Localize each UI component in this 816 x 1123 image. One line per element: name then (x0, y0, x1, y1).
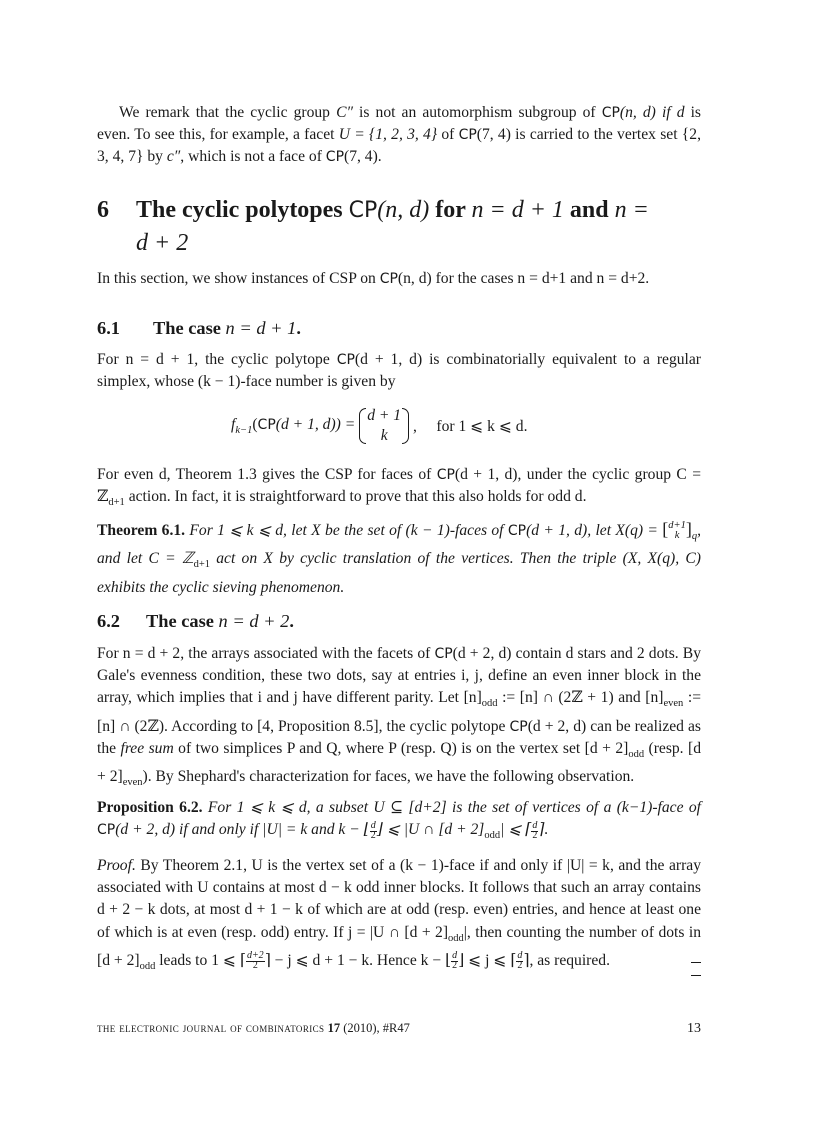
cp-symbol: CP (97, 822, 116, 839)
title-part: The cyclic polytopes (136, 197, 349, 223)
math-expression: U = {1, 2, 3, 4} (338, 126, 438, 144)
cp-symbol: CP (379, 271, 398, 287)
intro-paragraph (97, 102, 701, 169)
cp-symbol: CP (336, 352, 355, 368)
binom-top: d + 1 (367, 407, 402, 424)
text: of two simplices P and Q, where P (resp. Q) is on the vertex set [d + 2] (173, 739, 629, 757)
section-title: The case (146, 611, 219, 631)
binomial-coefficient (359, 406, 409, 446)
intro-text: (7, 4). (344, 148, 382, 166)
text: For n = d + 1, the cyclic polytope (97, 351, 337, 368)
section-6-1-paragraph-1 (97, 349, 701, 393)
proposition-text: | ⩽ ⌈ (500, 821, 532, 839)
math-symbol: c″ (166, 148, 181, 166)
title-part: for (429, 197, 472, 223)
text: By Theorem 2.1, U is the vertex set of a (k − 1)-face if and only if |U| = k, and the array associated with U contains at most d − k odd inner blocks. It follows that such an array contains d + 2 − k dots, at most d + 1 − k of which are at odd (resp. even) entries, and hence at least one of which is at even (resp. odd) entry. If j = |U ∩ [d + 2] (97, 857, 701, 941)
text: For n = d + 2, the arrays associated with the facets of (97, 645, 435, 662)
text: ⌉ − j ⩽ d + 1 − k. Hence k − ⌊ (264, 951, 452, 969)
cp-symbol: CP (601, 105, 620, 121)
theorem-text: For 1 ⩽ k ⩽ d, let X be the set of (k − 1)-faces of (185, 522, 508, 539)
text: |, then counting the number of dots in [d + 2] (97, 923, 701, 969)
text: := [n] ∩ (2ℤ). According to [4, Proposition 8.5], the cyclic polytope (97, 689, 701, 735)
proposition-label: Proposition 6.2. (97, 799, 203, 816)
math-subscript: d+1 (108, 497, 125, 509)
journal-volume: 17 (327, 1021, 341, 1035)
title-math: n = d + 1 (225, 318, 297, 338)
math-subscript: odd (139, 961, 156, 973)
math-text: (d + 1, d)) = (275, 415, 356, 433)
text: ⌋ ⩽ j ⩽ ⌈ (458, 951, 517, 969)
proof (97, 855, 701, 978)
title-math: d + 2 (136, 230, 189, 256)
section-number: 6.1 (97, 318, 120, 338)
math-subscript: d+1 (193, 559, 210, 571)
face-number-equation (97, 406, 701, 450)
gb-top: d+1 (668, 520, 686, 532)
intro-text: , which is not a face of (180, 148, 326, 166)
equation-condition: , for 1 ⩽ k ⩽ d. (413, 417, 528, 435)
proposition-text: ⌋ ⩽ |U ∩ [d + 2] (376, 821, 485, 839)
text: (d + 1, d), under the cyclic group C = ℤ (97, 466, 701, 506)
text: ⌉, as required. (523, 951, 610, 969)
text: (d + 1, d) is combinatorially equivalent to a regular simplex, whose (k − 1)-face number is given by (97, 351, 701, 391)
math-symbol: d (676, 104, 685, 121)
theorem-label: Theorem 6.1. (97, 522, 186, 539)
intro-text: We remark that the cyclic group (119, 104, 337, 121)
page-footer (97, 1021, 701, 1036)
text: ). By Shephard's characterization for faces, we have the following observation. (142, 768, 635, 786)
cp-symbol: CP (325, 149, 345, 166)
journal-issue: (2010), #R47 (340, 1021, 410, 1035)
proposition-text: For 1 ⩽ k ⩽ d, a subset U ⊆ [d+2] is the set of vertices of a (k−1)-face of (202, 799, 701, 816)
proof-label: Proof. (97, 857, 136, 874)
title-math: n = d + 1 (471, 197, 564, 223)
text: (d + 2, d) can be realized as the (97, 717, 701, 757)
title-math: n = d + 2 (218, 611, 290, 631)
frac-num: d (452, 950, 458, 962)
text: (resp. [d + 2] (97, 739, 701, 786)
section-number: 6 (97, 197, 109, 223)
theorem-text: (d + 1, d), let X(q) = (526, 522, 663, 539)
cp-symbol: CP (434, 646, 453, 662)
frac-den: 2 (517, 960, 523, 972)
title-math: n = (614, 197, 649, 223)
cp-symbol: CP (509, 718, 528, 735)
cp-symbol: CP (348, 198, 378, 223)
frac-num: d (532, 819, 538, 831)
section-6-1-paragraph-2 (97, 464, 701, 515)
cp-symbol: CP (257, 416, 276, 433)
qed-symbol (691, 962, 701, 976)
math-text: ( (252, 415, 258, 433)
section-title (136, 194, 702, 259)
gb-bottom: k (674, 530, 680, 542)
title-part: . (289, 611, 294, 631)
section-6-1-heading (97, 316, 701, 340)
math-subscript: odd (484, 830, 501, 842)
section-6-2-paragraph (97, 643, 701, 795)
cp-symbol: CP (458, 127, 477, 144)
text: leads to 1 ⩽ ⌈ (155, 951, 246, 969)
frac-den: 2 (532, 829, 538, 841)
proposition-text: (d + 2, d) if and only if |U| = k and k − ⌊ (115, 821, 370, 839)
frac-num: d+2 (246, 950, 264, 962)
text: In this section, we show instances of CSP on (97, 270, 380, 287)
math-subscript: odd (628, 749, 645, 761)
math-subscript: q (691, 531, 698, 543)
gaussian-binomial (668, 521, 686, 541)
text: For even d, Theorem 1.3 gives the CSP for faces of (97, 466, 437, 483)
fraction (370, 821, 377, 841)
text: action. In fact, it is straightforward to prove that this also holds for odd d. (124, 488, 587, 506)
frac-num: d (370, 819, 376, 831)
cp-symbol: CP (436, 467, 455, 483)
math-subscript: even (122, 777, 143, 789)
frac-den: 2 (252, 960, 258, 972)
frac-num: d (517, 950, 523, 962)
frac-den: 2 (370, 829, 376, 841)
text: := [n] ∩ (2ℤ + 1) and [n] (497, 689, 664, 707)
frac-den: 2 (452, 960, 458, 972)
journal-name: the electronic journal of combinatorics (97, 1021, 325, 1035)
text: (d + 2, d) contain d stars and 2 dots. By Gale's evenness condition, these two dots, say at entries i, j, define an even inner block in the array, which implies that i and j have different parity. Let [n] (97, 645, 701, 707)
math-expression: (n, d) if (619, 104, 671, 121)
section-number: 6.2 (97, 611, 120, 631)
text: (n, d) for the cases n = d+1 and n = d+2. (397, 270, 650, 287)
binom-bottom: k (380, 427, 388, 444)
math-subscript: odd (448, 932, 464, 944)
intro-text: is not an automorphism subgroup of (352, 104, 602, 121)
title-part: and (563, 197, 615, 223)
section-6-intro (97, 268, 701, 290)
math-symbol: C″ (336, 104, 353, 121)
math-subscript: odd (481, 698, 498, 710)
theorem-6-1: Theorem 6.1. For 1 ⩽ k ⩽ d, let X be the set of (k − 1)-faces of CP(d + 1, d), let X(q) = [ d+1 k ]$_q$, and let C = ℤ$_{d+1}$ act on X by cyclic translation of the vertices. Then the triple (X, X(q), C) exhibits the cyclic sieving phenomenon. (97, 519, 701, 596)
math-subscript: k−1 (235, 425, 253, 437)
proposition-6-2 (97, 797, 701, 848)
section-6-2-heading (97, 609, 701, 633)
page-number: 13 (687, 1021, 701, 1036)
proposition-text: ⌉. (538, 821, 549, 839)
intro-text: (7, 4) is carried to the vertex set {2, 3, 4, 7} by (97, 126, 701, 166)
math-symbol: f (231, 415, 236, 433)
theorem-text: , and let C = ℤ (97, 522, 701, 568)
section-title: The case (153, 318, 226, 338)
math-subscript: even (663, 698, 684, 710)
theorem-text: act on X by cyclic translation of the vertices. Then the triple (X, X(q), C) exhibits the cyclic sieving phenomenon. (97, 550, 701, 596)
intro-text: of (437, 126, 459, 144)
intro-text: is even. To see this, for example, a facet (97, 104, 701, 144)
fraction (246, 951, 265, 971)
cp-symbol: CP (507, 523, 527, 539)
emphasis: free sum (120, 739, 174, 757)
title-math: (n, d) (377, 197, 430, 223)
title-part: . (296, 318, 301, 338)
